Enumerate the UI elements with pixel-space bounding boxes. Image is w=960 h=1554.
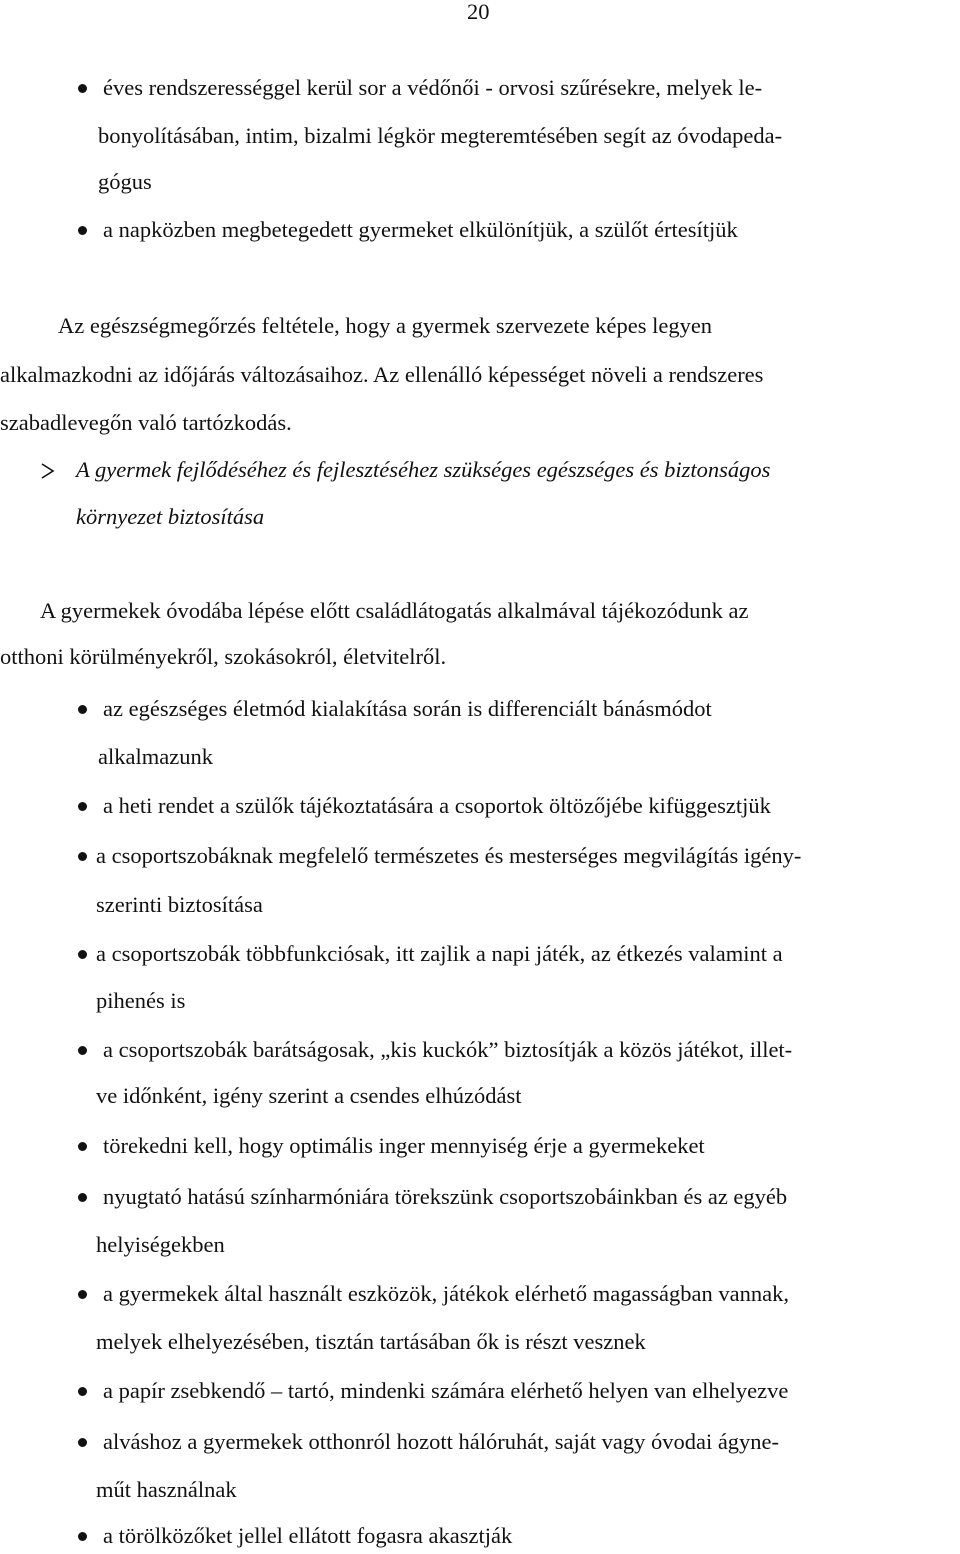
bullet-icon: [78, 226, 87, 235]
list-item-line: alváshoz a gyermekek otthonról hozott hálóruhát, saját vagy óvodai ágyne-: [103, 1429, 780, 1454]
bullet-icon: [78, 1046, 87, 1055]
bullet-icon: [78, 1387, 87, 1396]
list-item-line: a csoportszobák többfunkciósak, itt zajlik a napi játék, az étkezés valamint a: [96, 941, 783, 966]
bullet-icon: [78, 950, 87, 959]
list-item-line: a csoportszobák barátságosak, „kis kuckók” biztosítják a közös játékot, illet-: [103, 1037, 793, 1062]
paragraph-line: otthoni körülményekről, szokásokról, életvitelről.: [0, 644, 447, 669]
list-item-line: műt használnak: [96, 1477, 237, 1502]
bullet-icon: [78, 1142, 87, 1151]
bullet-icon: [78, 1193, 87, 1202]
bullet-icon: [78, 1532, 87, 1541]
bullet-icon: [78, 1438, 87, 1447]
bullet-icon: [78, 852, 87, 861]
list-item-line: pihenés is: [96, 988, 186, 1013]
paragraph-line: szabadlevegőn való tartózkodás.: [0, 410, 292, 435]
list-item-line: nyugtató hatású színharmóniára törekszünk csoportszobáinkban és az egyéb: [103, 1184, 788, 1209]
list-item-line: helyiségekben: [96, 1232, 225, 1257]
list-item-line: a papír zsebkendő – tartó, mindenki számára elérhető helyen van elhelyezve: [103, 1378, 789, 1403]
list-item-line: gógus: [98, 169, 152, 194]
paragraph-line: alkalmazkodni az időjárás változásaihoz. Az ellenálló képességet növeli a rendszeres: [0, 362, 764, 387]
list-item-line: az egészséges életmód kialakítása során is differenciált bánásmódot: [103, 696, 712, 721]
bullet-icon: [78, 705, 87, 714]
bullet-icon: [78, 84, 87, 93]
list-item-line: éves rendszerességgel kerül sor a védőnői - orvosi szűrésekre, melyek le-: [103, 75, 763, 100]
list-item-line: melyek elhelyezésében, tisztán tartásában ők is részt vesznek: [96, 1329, 646, 1354]
list-item-line: ve időnként, igény szerint a csendes elhúzódást: [96, 1083, 522, 1108]
list-item-line: bonyolításában, intim, bizalmi légkör megteremtésében segít az óvodapeda-: [98, 123, 783, 148]
section-heading-line: környezet biztosítása: [76, 504, 265, 529]
paragraph-line: Az egészségmegőrzés feltétele, hogy a gyermek szervezete képes legyen: [58, 313, 713, 338]
paragraph-line: A gyermekek óvodába lépése előtt családlátogatás alkalmával tájékozódunk az: [40, 598, 749, 623]
list-item-line: a heti rendet a szülők tájékoztatására a csoportok öltözőjébe kifüggesztjük: [103, 793, 771, 818]
list-item-line: törekedni kell, hogy optimális inger mennyiség érje a gyermekeket: [103, 1133, 705, 1158]
bullet-icon: [78, 802, 87, 811]
list-item-line: a csoportszobáknak megfelelő természetes és mesterséges megvilágítás igény-: [96, 843, 802, 868]
list-item-line: a törölközőket jellel ellátott fogasra akasztják: [103, 1523, 513, 1548]
bullet-icon: [78, 1290, 87, 1299]
arrow-bullet-icon: [40, 462, 56, 480]
list-item-line: alkalmazunk: [98, 744, 213, 769]
list-item-line: a napközben megbetegedett gyermeket elkülönítjük, a szülőt értesítjük: [103, 217, 738, 242]
list-item-line: szerinti biztosítása: [96, 892, 263, 917]
page-number: 20: [467, 0, 490, 24]
list-item-line: a gyermekek által használt eszközök, játékok elérhető magasságban vannak,: [103, 1281, 789, 1306]
section-heading-line: A gyermek fejlődéséhez és fejlesztéséhez szükséges egészséges és biztonságos: [76, 457, 771, 482]
